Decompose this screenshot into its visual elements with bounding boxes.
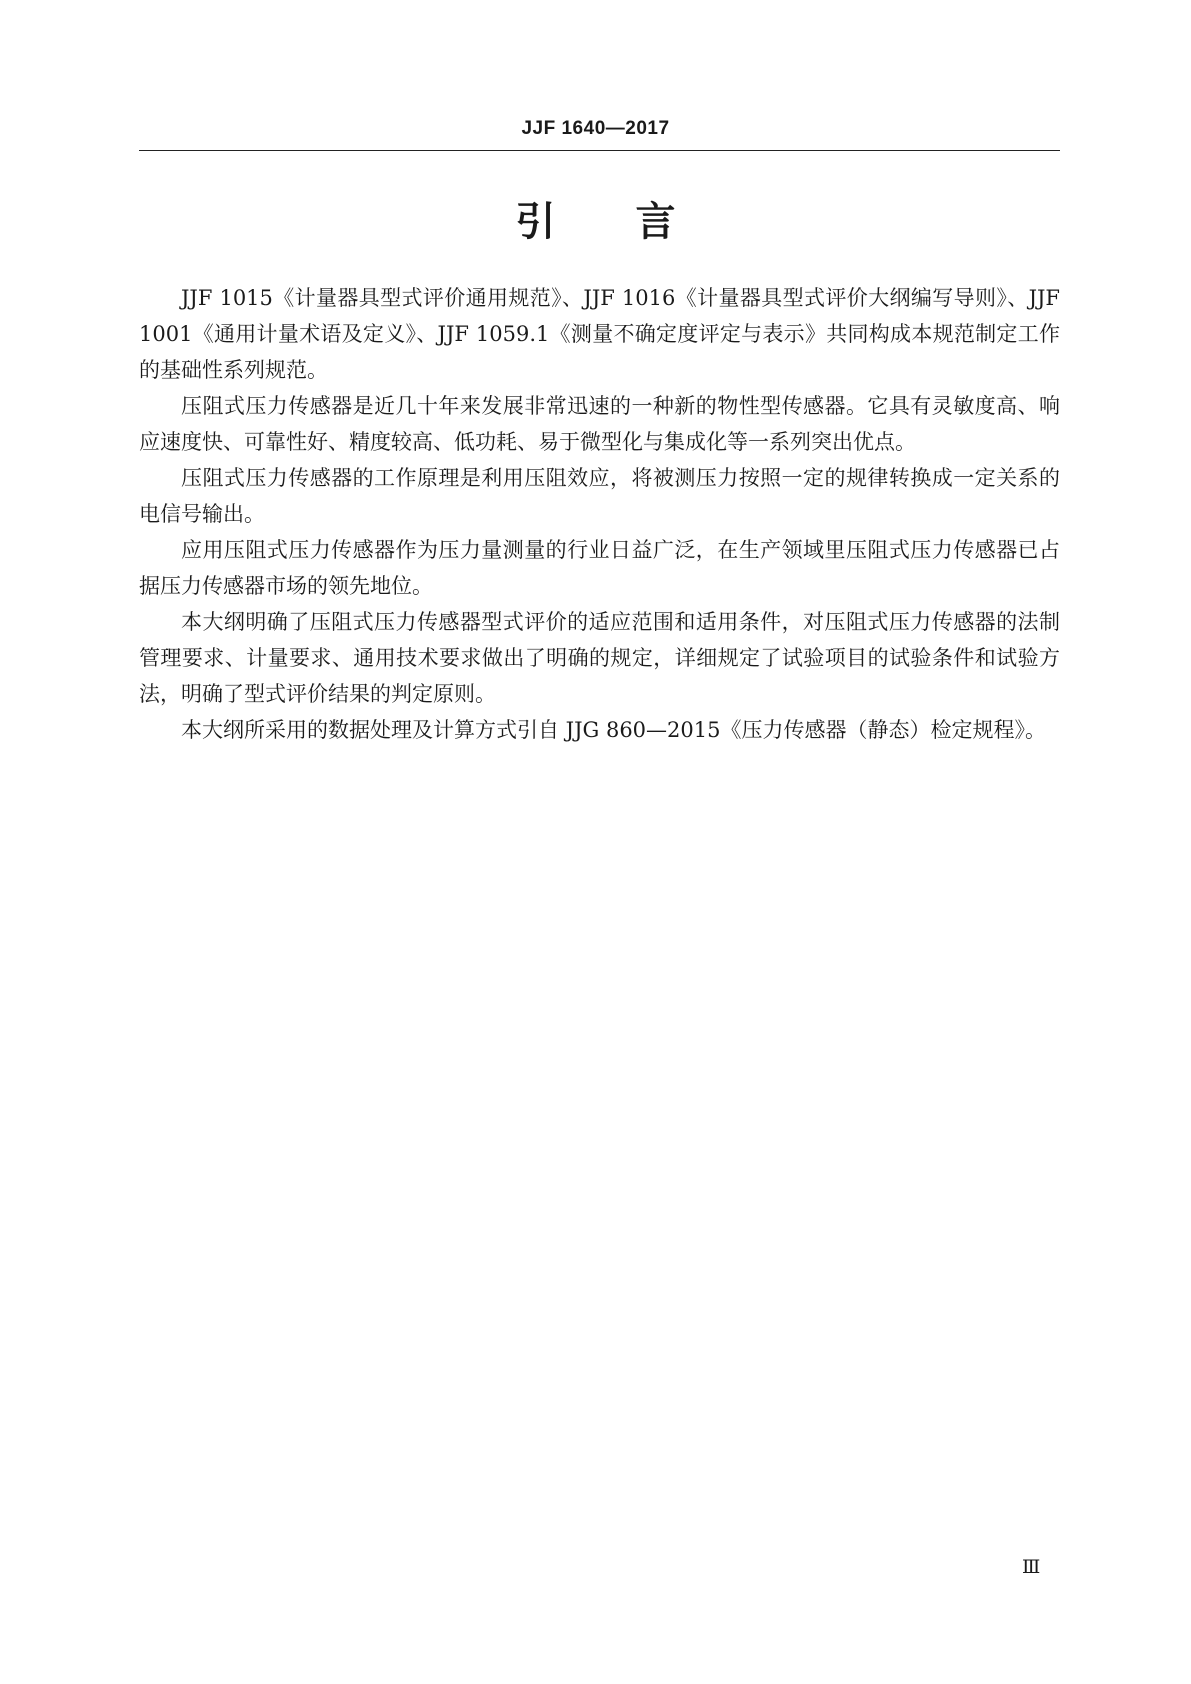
body-text [139, 280, 1060, 748]
page-title: 引 言 [515, 199, 676, 245]
page-number: Ⅲ [1022, 1556, 1041, 1578]
paragraph: 本大纲所采用的数据处理及计算方式引自 JJG 860—2015《压力传感器（静态）检定规程》。 [181, 718, 1046, 742]
paragraph: 压阻式压力传感器的工作原理是利用压阻效应，将被测压力按照一定的规律转换成一定关系的电信号输出。 [139, 466, 1060, 526]
standard-code-header: JJF 1640—2017 [521, 118, 670, 139]
paragraph: JJF 1015《计量器具型式评价通用规范》、JJF 1016《计量器具型式评价大纲编写导则》、JJF 1001《通用计量术语及定义》、JJF 1059.1《测量不确定度评定与表示》共同构成本规范制定工作的基础性系列规范。 [139, 286, 1060, 382]
header-divider [139, 150, 1060, 151]
paragraph: 应用压阻式压力传感器作为压力量测量的行业日益广泛，在生产领域里压阻式压力传感器已占据压力传感器市场的领先地位。 [139, 538, 1060, 598]
paragraph: 本大纲明确了压阻式压力传感器型式评价的适应范围和适用条件，对压阻式压力传感器的法制管理要求、计量要求、通用技术要求做出了明确的规定，详细规定了试验项目的试验条件和试验方法，明确了型式评价结果的判定原则。 [139, 610, 1060, 706]
paragraph: 压阻式压力传感器是近几十年来发展非常迅速的一种新的物性型传感器。它具有灵敏度高、响应速度快、可靠性好、精度较高、低功耗、易于微型化与集成化等一系列突出优点。 [139, 394, 1060, 454]
